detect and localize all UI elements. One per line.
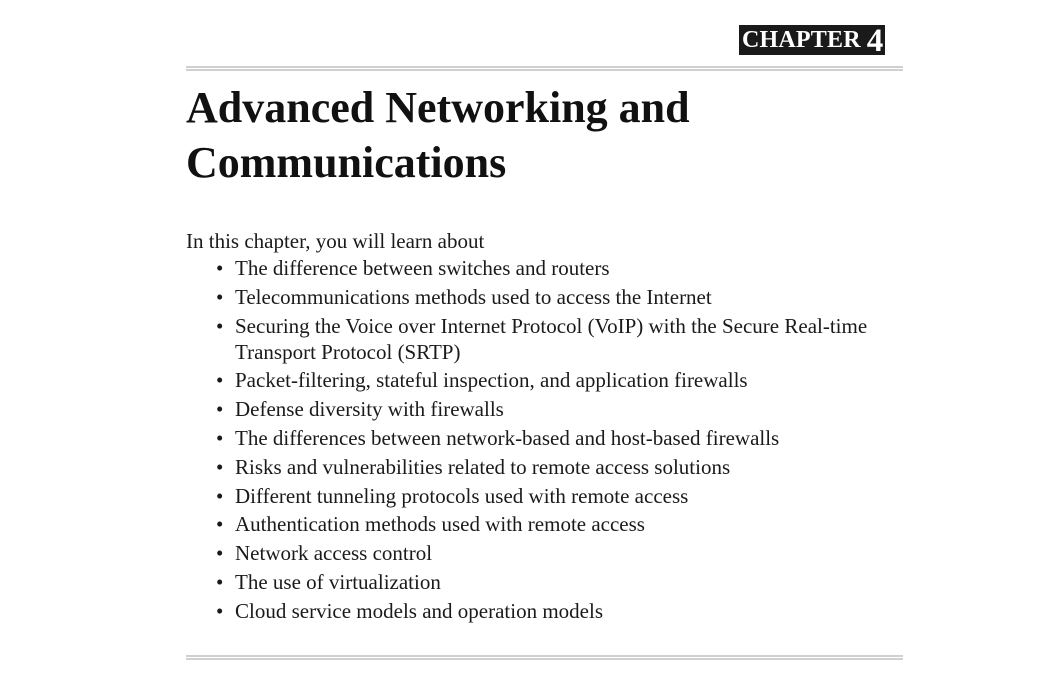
chapter-label: CHAPTER: [742, 27, 861, 53]
chapter-title: [186, 80, 886, 190]
list-item: • The differences between network-based and host-based firewalls: [235, 425, 895, 451]
top-divider: [186, 66, 903, 71]
list-item: • The use of virtualization: [235, 569, 895, 595]
list-item: • Network access control: [235, 540, 895, 566]
list-item: • Risks and vulnerabilities related to remote access solutions: [235, 454, 895, 480]
list-item: • Authentication methods used with remote access: [235, 511, 895, 537]
list-item: • Securing the Voice over Internet Protocol (VoIP) with the Secure Real-time Transport Protocol (SRTP): [235, 313, 895, 365]
bottom-divider: [186, 655, 903, 660]
list-item: • Different tunneling protocols used with remote access: [235, 483, 895, 509]
chapter-title-line-1: Advanced Networking and: [186, 83, 690, 132]
list-item: • The difference between switches and routers: [235, 255, 895, 281]
list-item: • Telecommunications methods used to access the Internet: [235, 284, 895, 310]
list-item: • Defense diversity with firewalls: [235, 396, 895, 422]
list-item: • Packet-filtering, stateful inspection, and application firewalls: [235, 367, 895, 393]
chapter-title-line-2: Communications: [186, 138, 507, 187]
chapter-number: 4: [866, 23, 884, 59]
chapter-badge: [739, 23, 885, 59]
learning-objectives-list: [235, 255, 895, 627]
intro-text: In this chapter, you will learn about: [186, 229, 485, 253]
list-item: • Cloud service models and operation models: [235, 598, 895, 624]
